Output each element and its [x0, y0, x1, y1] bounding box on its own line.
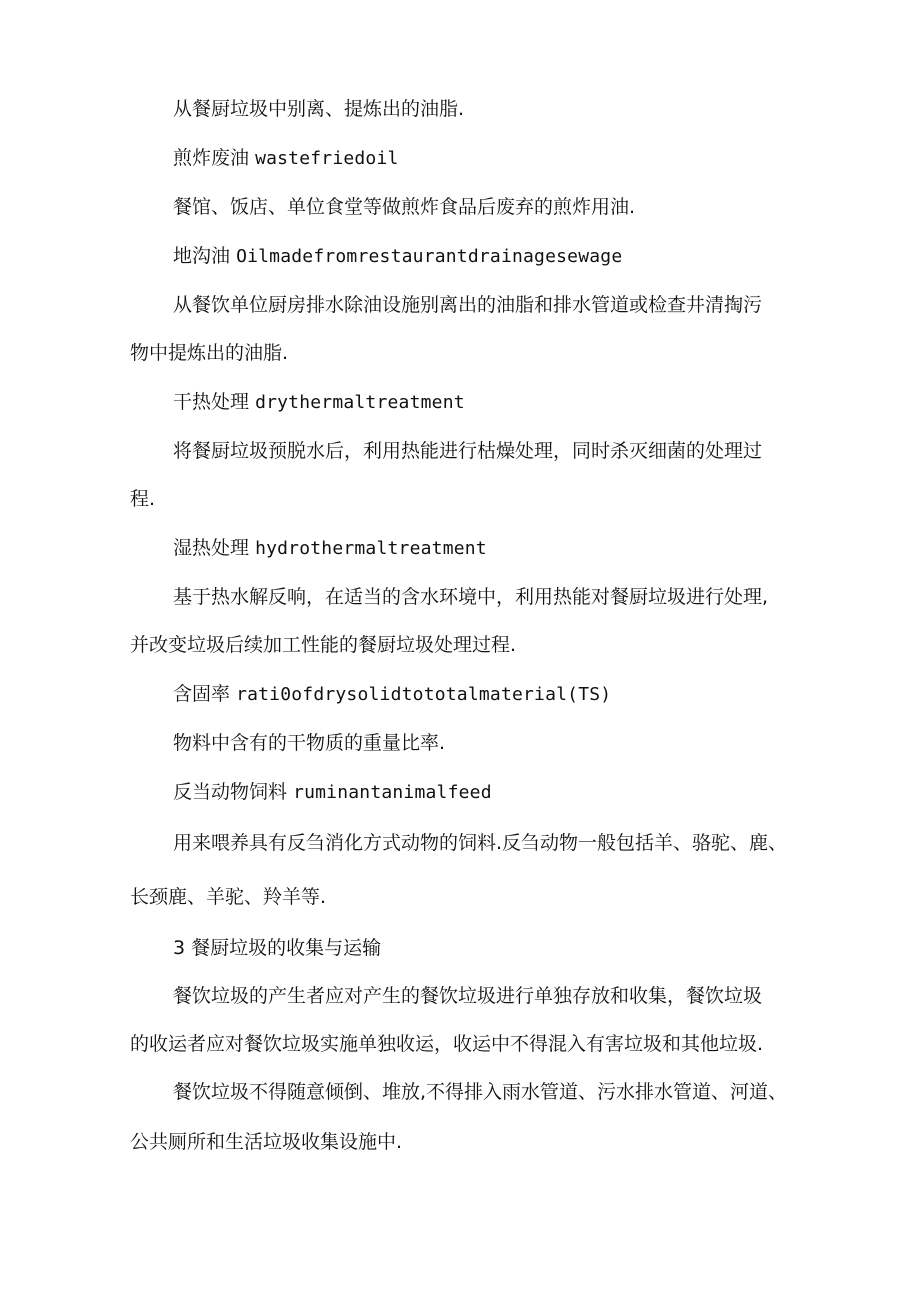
term-chinese: 煎炸废油	[173, 147, 250, 169]
definition-line-hydrothermal-1: 基于热水解反响，在适当的含水环境中，利用热能对餐厨垃圾进行处理,	[173, 586, 769, 608]
definition-line-ruminant-1: 用来喂养具有反刍消化方式动物的饲料.反刍动物一般包括羊、骆驼、鹿、	[173, 832, 788, 854]
term-english: ruminantanimalfeed	[293, 782, 492, 803]
definition-line-oil-separated: 从餐厨垃圾中别离、提炼出的油脂.	[173, 98, 465, 120]
paragraph-dumping-line-1: 餐饮垃圾不得随意倾倒、堆放,不得排入雨水管道、污水排水管道、河道、	[173, 1081, 788, 1103]
definition-line-gutter-oil-1: 从餐饮单位厨房排水除油设施别离出的油脂和排水管道或检查井清掏污	[173, 294, 763, 316]
term-english: Oilmadefromrestaurantdrainagesewage	[236, 246, 623, 267]
term-chinese: 含固率	[173, 683, 231, 705]
definition-line-dry-thermal-1: 将餐厨垃圾预脱水后，利用热能进行枯燥处理，同时杀灭细菌的处理过	[173, 440, 763, 462]
definition-line-gutter-oil-2: 物中提炼出的油脂.	[130, 342, 289, 364]
definition-line-ruminant-2: 长颈鹿、羊驼、羚羊等.	[130, 886, 327, 908]
term-hydrothermal-treatment	[173, 535, 853, 562]
term-gutter-oil	[173, 243, 853, 270]
term-chinese: 干热处理	[173, 391, 250, 413]
term-waste-fried-oil	[173, 145, 853, 172]
definition-line-solid-content: 物料中含有的干物质的重量比率.	[173, 732, 446, 754]
paragraph-dumping-line-2: 公共厕所和生活垃圾收集设施中.	[130, 1131, 403, 1153]
term-english: drythermaltreatment	[255, 392, 465, 413]
term-ruminant-feed	[173, 779, 853, 806]
term-chinese: 反当动物饲料	[173, 781, 288, 803]
term-english: hydrothermaltreatment	[255, 538, 487, 559]
paragraph-collection-line-1: 餐饮垃圾的产生者应对产生的餐饮垃圾进行单独存放和收集，餐饮垃圾	[173, 985, 763, 1007]
term-dry-thermal-treatment	[173, 389, 853, 416]
section-heading-collection-transport: 3 餐厨垃圾的收集与运输	[173, 937, 382, 959]
term-english: rati0ofdrysolidtototalmaterial(TS)	[236, 684, 612, 705]
term-english: wastefriedoil	[255, 148, 399, 169]
definition-line-dry-thermal-2: 程.	[130, 488, 156, 510]
term-chinese: 地沟油	[173, 245, 231, 267]
paragraph-collection-line-2: 的收运者应对餐饮垃圾实施单独收运，收运中不得混入有害垃圾和其他垃圾.	[130, 1033, 764, 1055]
term-solid-content	[173, 681, 853, 708]
definition-line-fried-oil: 餐馆、饭店、单位食堂等做煎炸食品后废弃的煎炸用油.	[173, 196, 636, 218]
term-chinese: 湿热处理	[173, 537, 250, 559]
definition-line-hydrothermal-2: 并改变垃圾后续加工性能的餐厨垃圾处理过程.	[130, 634, 517, 656]
